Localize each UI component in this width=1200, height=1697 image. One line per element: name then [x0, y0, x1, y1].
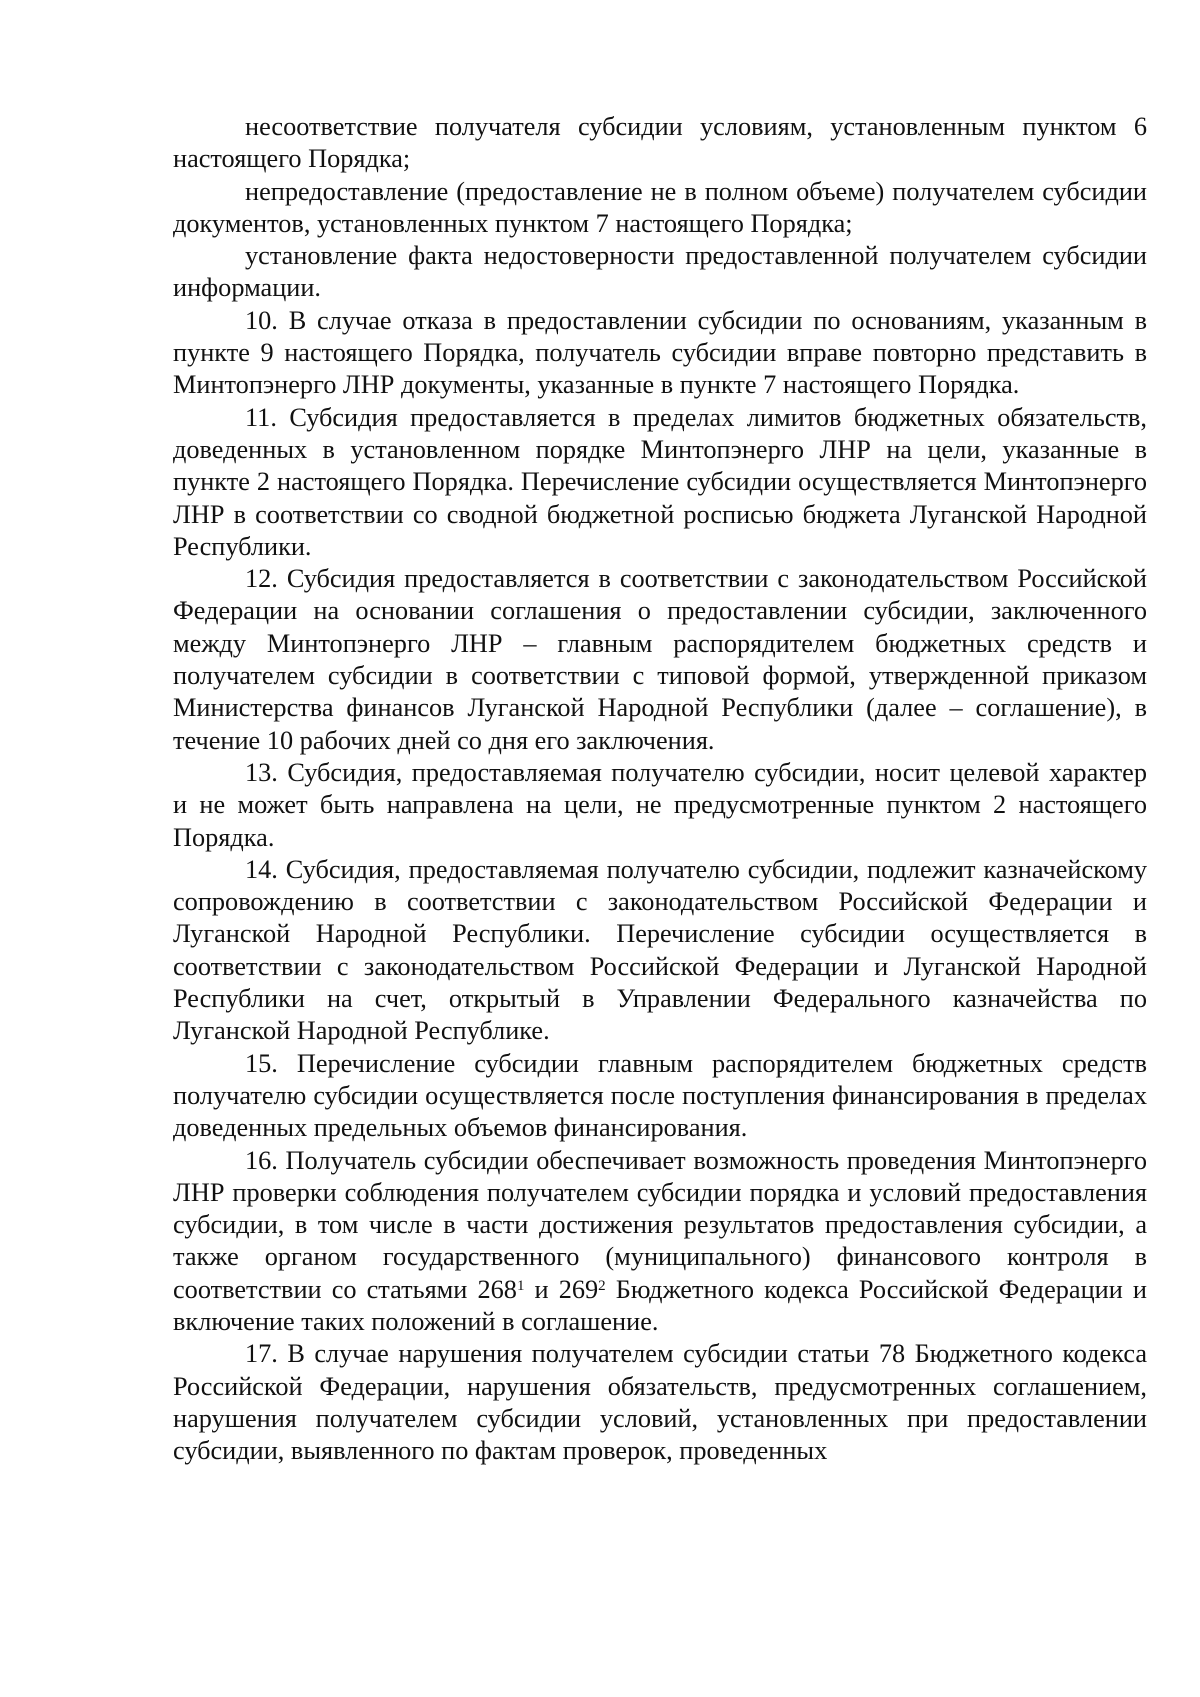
paragraph-item-14: 14. Субсидия, предоставляемая получателю субсидии, подлежит казначейскому сопровождению в соответствии с законодательством Российской Федерации и Луганской Народной Республики. Перечисление субсидии осуществляется в соответствии с законодательством Российской Федерации и Луганской Народной Республики на счет, открытый в Управлении Федерального казначейства по Луганской Народной Республике.	[173, 854, 1147, 1046]
document-page	[173, 111, 1147, 1467]
paragraph-item-13: 13. Субсидия, предоставляемая получателю субсидии, носит целевой характер и не может быть направлена на цели, не предусмотренные пунктом 2 настоящего Порядка.	[173, 757, 1147, 852]
paragraph-item-12: 12. Субсидия предоставляется в соответствии с законодательством Российской Федерации на основании соглашения о предоставлении субсидии, заключенного между Минтопэнерго ЛНР – главным распорядителем бюджетных средств и получателем субсидии в соответствии с типовой формой, утвержденной приказом Министерства финансов Луганской Народной Республики (далее – соглашение), в течение 10 рабочих дней со дня его заключения.	[173, 564, 1147, 755]
paragraph-item-17: 17. В случае нарушения получателем субсидии статьи 78 Бюджетного кодекса Российской Федерации, нарушения обязательств, предусмотренных соглашением, нарушения получателем субсидии условий, установленных при предоставлении субсидии, выявленного по фактам проверок, проведенных	[173, 1339, 1147, 1466]
paragraph-reason-missing-documents: непредоставление (предоставление не в полном объеме) получателем субсидии документов, установленных пунктом 7 настоящего Порядка;	[173, 176, 1147, 238]
paragraph-item-16-part-3: Бюджетного кодекса Российской Федерации и включение таких положений в соглашение.	[173, 1274, 1147, 1336]
paragraph-item-15: 15. Перечисление субсидии главным распорядителем бюджетных средств получателю субсидии осуществляется после поступления финансирования в пределах доведенных предельных объемов финансирования.	[173, 1048, 1147, 1143]
paragraph-item-11: 11. Субсидия предоставляется в пределах лимитов бюджетных обязательств, доведенных в установленном порядке Минтопэнерго ЛНР на цели, указанные в пункте 2 настоящего Порядка. Перечисление субсидии осуществляется Минтопэнерго ЛНР в соответствии со сводной бюджетной росписью бюджета Луганской Народной Республики.	[173, 402, 1147, 561]
paragraph-item-16-part-1: 16. Получатель субсидии обеспечивает возможность проведения Минтопэнерго ЛНР проверки соблюдения получателем субсидии порядка и условий предоставления субсидии, в том числе в части достижения результатов предоставления субсидии, а также органом государственного (муниципального) финансового контроля в соответствии со статьями 268	[173, 1145, 1147, 1304]
paragraph-reason-noncompliance: несоответствие получателя субсидии условиям, установленным пунктом 6 настоящего Порядка;	[173, 112, 1147, 174]
paragraph-item-16	[173, 1145, 1147, 1339]
paragraph-item-16-part-2: и 269	[524, 1274, 599, 1304]
paragraph-reason-false-information: установление факта недостоверности предоставленной получателем субсидии информации.	[173, 241, 1147, 303]
paragraph-item-10: 10. В случае отказа в предоставлении субсидии по основаниям, указанным в пункте 9 настоящего Порядка, получатель субсидии вправе повторно представить в Минтопэнерго ЛНР документы, указанные в пункте 7 настоящего Порядка.	[173, 305, 1147, 400]
superscript-article-268: 1	[516, 1277, 525, 1294]
superscript-article-269: 2	[598, 1277, 606, 1294]
